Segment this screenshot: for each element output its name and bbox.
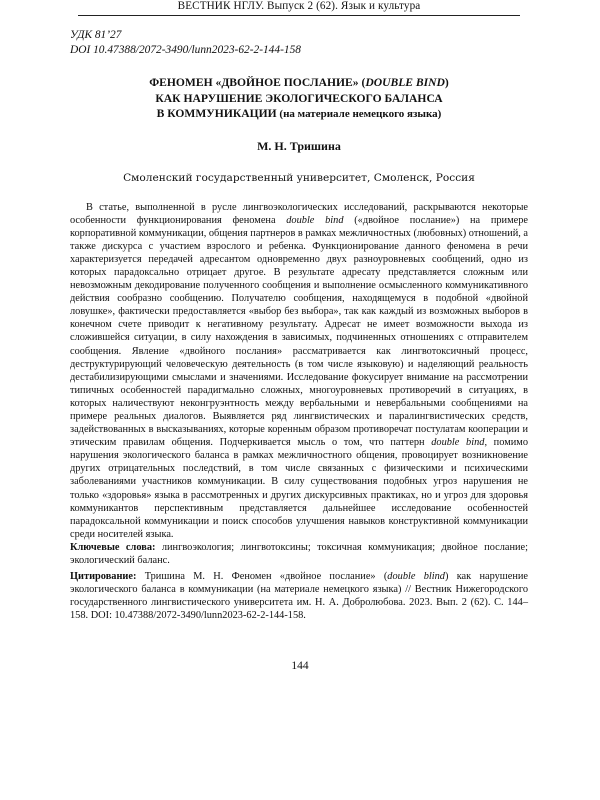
abstract-term-1: double bind	[286, 214, 344, 226]
running-title: ВЕСТНИК НГЛУ. Выпуск 2 (62). Язык и культура	[177, 0, 421, 12]
doi-line: DOI 10.47388/2072-3490/lunn2023-62-2-144-158	[70, 44, 301, 56]
abstract-text-3: , помимо нарушения экологического баланса в рамках межличностного общения, провоцирует возникновение других отрицательных последствий, в том числе связанных с физическими и психическими заболеваниями участников коммуникации. В силу существования подобных угроз нарушения не только «здоровья» языка в рассмотренных и других дискурсивных практиках, но и угроз для здоровья коммуникантов перспективным представляется дальнейшее исследование особенностей парадоксальной коммуникации и поиск способов улучшения навыков конструктивной коммуникации среди носителей языка.	[70, 437, 528, 540]
page-number: 144	[291, 660, 309, 672]
citation	[70, 570, 528, 622]
abstract-text-1: В статье, выполненной в русле лингвоэкологических исследований, раскрываются некоторые особенности функционирования феномена	[70, 201, 528, 226]
abstract-paragraph	[70, 201, 528, 541]
keywords-text: лингвоэкология; лингвотоксины; токсичная коммуникация; двойное послание; экологический баланс.	[70, 541, 529, 567]
udk-code: УДК 81’27	[70, 29, 122, 41]
citation-term: double blind	[387, 571, 445, 583]
title-subtitle: (на материале немецкого языка)	[276, 108, 442, 120]
abstract-term-2: double bind	[431, 437, 485, 449]
abstract-text-2: («двойное послание») на примере корпоративной коммуникации, общения партнеров в рамках межличностных (любовных) отношений, а также дискурса с участием взрослого и ребенка. Функционирование данного феномена в речи характеризуется передачей адресантом одновременно двух разноуровневых сообщений, одно из которых парадоксально отрицает другое. В результате адресату представляется сложным или невозможным декодирование полученного сообщения и выполнение осмысленного коммуникативного действия сообразно сообщению. Получателю сообщения, находящемуся в подобной «двойной ловушке», фактически предоставляется «выбор без выбора», так как каждый из возможных выборов в конечном счете приводит к негативному результату. Адресат не имеет возможности выхода из сложившейся ситуации, в силу нахождения в зависимых, подчиненных отношениях с отправителем сообщения. Явление «двойного послания» рассматривается как лингвотоксичный процесс, деструктурирующий человеческую деятельность (в том числе языковую) и наделяющий реальность дестабилизирующими смыслами и значениями. Исследование фокусирует внимание на рассмотрении типичных особенностей парадигмально сложных, многоуровневых противоречий в ситуациях, в которых наличествуют неконгруэнтность между вербальными и невербальными сообщениями на примере реальных диалогов. Выявляется ряд лингвистических и паралингвистических средств, задействованных в высказываниях, которые коренным образом противоречат постулатам кооперации и этическим правилам общения. Подчеркивается мысль о том, что паттерн	[70, 214, 528, 449]
citation-text-1: Тришина М. Н. Феномен «двойное послание» (	[136, 571, 388, 583]
citation-text-2: ) как нарушение экологического баланса в коммуникации (на материале немецкого языка) // Вестник Нижегородского государственного лингвистического университета им. Н. А. Добролюбова. 2023. Вып. 2 (62). С. 144–158. DOI: 10.47388/2072-3490/lunn2023-62-2-144-158.	[70, 571, 528, 622]
keywords-label: Ключевые слова:	[70, 541, 156, 553]
title-italic-term: DOUBLE BIND	[365, 76, 445, 89]
abstract	[70, 201, 528, 541]
title-line-2: КАК НАРУШЕНИЕ ЭКОЛОГИЧЕСКОГО БАЛАНСА	[155, 91, 443, 105]
title-line-1-text: ФЕНОМЕН «ДВОЙНОЕ ПОСЛАНИЕ» (	[149, 76, 366, 89]
author-name: М. Н. Тришина	[257, 138, 341, 153]
title-line-1	[70, 75, 528, 91]
title-line-1-close: )	[444, 76, 449, 89]
citation-label: Цитирование:	[70, 571, 137, 583]
title-line-3	[70, 106, 528, 123]
running-header	[78, 0, 520, 16]
title-line-3-text: В КОММУНИКАЦИИ	[156, 107, 277, 120]
affiliation: Смоленский государственный университет, Смоленск, Россия	[123, 171, 475, 184]
keywords	[70, 541, 528, 567]
article-page	[70, 28, 528, 623]
article-title	[70, 75, 528, 123]
